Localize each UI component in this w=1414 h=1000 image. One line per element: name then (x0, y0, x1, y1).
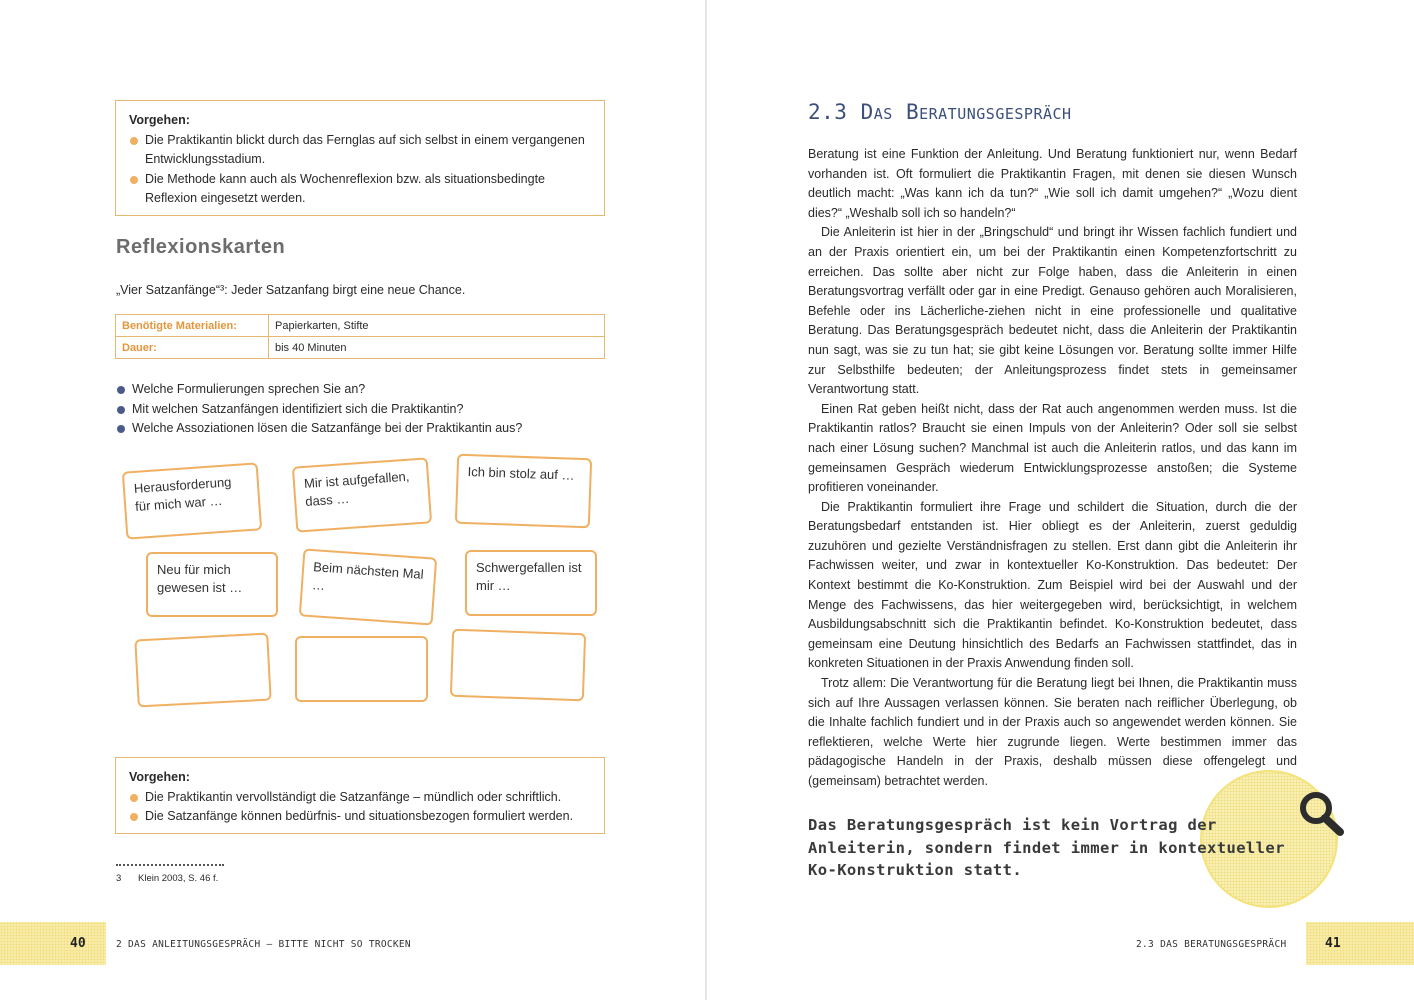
paragraph: Einen Rat geben heißt nicht, dass der Rat auch angenommen werden muss. Ist die Praktikantin ratlos? Braucht sie einen Impuls von der Anleiterin? Oder soll sie selbst nach einer Lösung suchen? Manchmal ist auch die Anleiterin ratlos, und das kann im gemeinsamen Gespräch wiederum Entwicklungsprozesse anstoßen; die Systeme profitieren voneinander. (808, 401, 1297, 495)
page-number: 41 (1325, 936, 1341, 951)
materials-label: Benötigte Materialien: (116, 315, 269, 337)
materials-table (115, 314, 605, 359)
blank-card (134, 633, 271, 708)
paragraph: Beratung ist eine Funktion der Anleitung. Und Beratung funktioniert nur, wenn Bedarf vorhanden ist. Oft formuliert die Praktikantin Fragen, mit denen sie diesen Wunsch deutlich macht: „Was kann ich da tun?“ „Wie soll ich damit umgehen?“ „Wozu dient dies?“ „Weshalb soll ich so handeln?“ (808, 147, 1297, 220)
page-number-block (1306, 922, 1414, 965)
bullet-dot (117, 386, 125, 394)
reflection-card: Ich bin stolz auf … (455, 454, 592, 529)
footnote-rule (116, 864, 224, 866)
pull-quote-line: Das Beratungsgespräch ist kein Vortrag der (808, 816, 1217, 834)
bullet-dot (130, 794, 138, 802)
page-number: 40 (70, 936, 86, 951)
pull-quote-line: Anleiterin, sondern findet immer in kontextueller (808, 838, 1285, 857)
footnote-number: 3 (116, 873, 122, 884)
blank-card (295, 636, 428, 702)
pull-quote-line: Ko-Konstruktion statt. (808, 861, 1023, 879)
paragraph: Die Anleiterin ist hier in der „Bringschuld“ und bringt ihr Wissen fachlich fundiert und an der Praxis orientiert ein, um bei der Praktikantin einen Kompetenzfortschritt zu erreichen. Das sollte aber nicht zur Folge haben, dass die Anleiterin in einen Beratungsvortrag verfällt oder gar in eine Predigt. Genauso gehören auch Moralisieren, Befehle oder ins Lächerliche-ziehen nicht in eine professionelle und qualitative Beratung. Das Beratungsgespräch bedeutet nicht, dass die Anleiterin der Praktikantin nun sagt, was sie zu tun hat; sie gibt keine Lösungen vor. Beratung sollte immer Hilfe zur Selbsthilfe bedeuten; der Anleitungsprozess findet stets in gemeinsamer Verantwortung statt. (808, 225, 1297, 397)
procedure-item: Die Methode kann auch als Wochenreflexion bzw. als situationsbedingte Reflexion eingesetzt werden. (129, 170, 592, 209)
reflection-card: Mir ist aufgefallen, dass … (292, 457, 432, 532)
procedure-item: Die Satzanfänge können bedürfnis- und situationsbezogen formuliert werden. (129, 807, 592, 827)
left-page (0, 0, 706, 1000)
footnote (116, 873, 218, 884)
procedure-item: Die Praktikantin vervollständigt die Satzanfänge – mündlich oder schriftlich. (129, 788, 592, 808)
materials-value: Papierkarten, Stifte (269, 315, 605, 337)
page-number-block (0, 922, 106, 965)
intro-text: „Vier Satzanfänge“³: Jeder Satzanfang birgt eine neue Chance. (116, 283, 466, 297)
blank-card (450, 629, 586, 702)
chapter-title: Das Beratungsgespräch (860, 100, 1072, 124)
procedure-box-bottom (115, 757, 605, 834)
reflection-card: Schwergefallen ist mir … (465, 550, 597, 616)
running-head: 2.3 DAS BERATUNGSGESPRÄCH (1136, 939, 1287, 950)
procedure-box-title: Vorgehen: (129, 113, 190, 127)
procedure-item: Die Praktikantin blickt durch das Fernglas auf sich selbst in einem vergangenen Entwicklungsstadium. (129, 131, 592, 170)
chapter-number: 2.3 (808, 100, 848, 124)
question-list (116, 380, 522, 439)
chapter-heading (808, 100, 1072, 124)
bullet-dot (130, 176, 138, 184)
list-item: Welche Formulierungen sprechen Sie an? (116, 380, 522, 400)
magnifier-icon (1297, 790, 1347, 838)
footnote-text: Klein 2003, S. 46 f. (138, 873, 219, 884)
section-heading: Reflexionskarten (116, 236, 286, 258)
running-head: 2 DAS ANLEITUNGSGESPRÄCH – BITTE NICHT SO TROCKEN (116, 939, 411, 950)
duration-value: bis 40 Minuten (269, 337, 605, 359)
body-text (808, 145, 1297, 792)
bullet-dot (117, 425, 125, 433)
duration-label: Dauer: (116, 337, 269, 359)
reflection-card: Neu für mich gewesen ist … (146, 552, 278, 617)
paragraph: Trotz allem: Die Verantwortung für die Beratung liegt bei Ihnen, die Praktikantin muss sich auf Ihre Aussagen verlassen können. Sie beraten nach reiflicher Überlegung, ob die Inhalte fachlich fundiert und in der Praxis auch so angewendet werden können. Sie reflektieren, welche Werte hier zugrunde liegen. Werte bestimmen immer das pädagogische Handeln in der Praxis, deshalb müssen diese offengelegt und (gemeinsam) betrachtet werden. (808, 676, 1297, 788)
bullet-dot (130, 137, 138, 145)
reflection-card: Beim nächsten Mal … (299, 548, 437, 625)
procedure-box-title: Vorgehen: (129, 770, 190, 784)
paragraph: Die Praktikantin formuliert ihre Frage und schildert die Situation, durch die der Beratungsbedarf entstanden ist. Hier obliegt es der Anleiterin, zuerst geduldig zuzuhören und gezielte Verständnisfragen zu stellen. Erst dann gibt die Anleiterin ihr Fachwissen weiter, und zwar in kontextueller Ko-Konstruktion. Das bedeutet: Der Kontext bestimmt die Ko-Konstruktion. Zum Beispiel wird bei der Auswahl und der Menge des Fachwissens, das hier weitergegeben wird, berücksichtigt, in welchem Ausbildungsabschnitt sich die Praktikantin befindet. Ko-Konstruktion bedeutet, dass gemeinsam eine Deutung hinsichtlich des Bedarfs an Fachwissen stattfindet, das in konkreten Situationen in der Praxis Anwendung finden soll. (808, 499, 1297, 671)
pull-quote (808, 814, 1285, 882)
list-item: Welche Assoziationen lösen die Satzanfänge bei der Praktikantin aus? (116, 419, 522, 439)
table-row (116, 337, 605, 359)
procedure-box-top (115, 100, 605, 216)
reflection-card: Herausforderung für mich war … (122, 462, 262, 539)
bullet-dot (130, 813, 138, 821)
table-row (116, 315, 605, 337)
list-item: Mit welchen Satzanfängen identifiziert sich die Praktikantin? (116, 400, 522, 420)
bullet-dot (117, 406, 125, 414)
